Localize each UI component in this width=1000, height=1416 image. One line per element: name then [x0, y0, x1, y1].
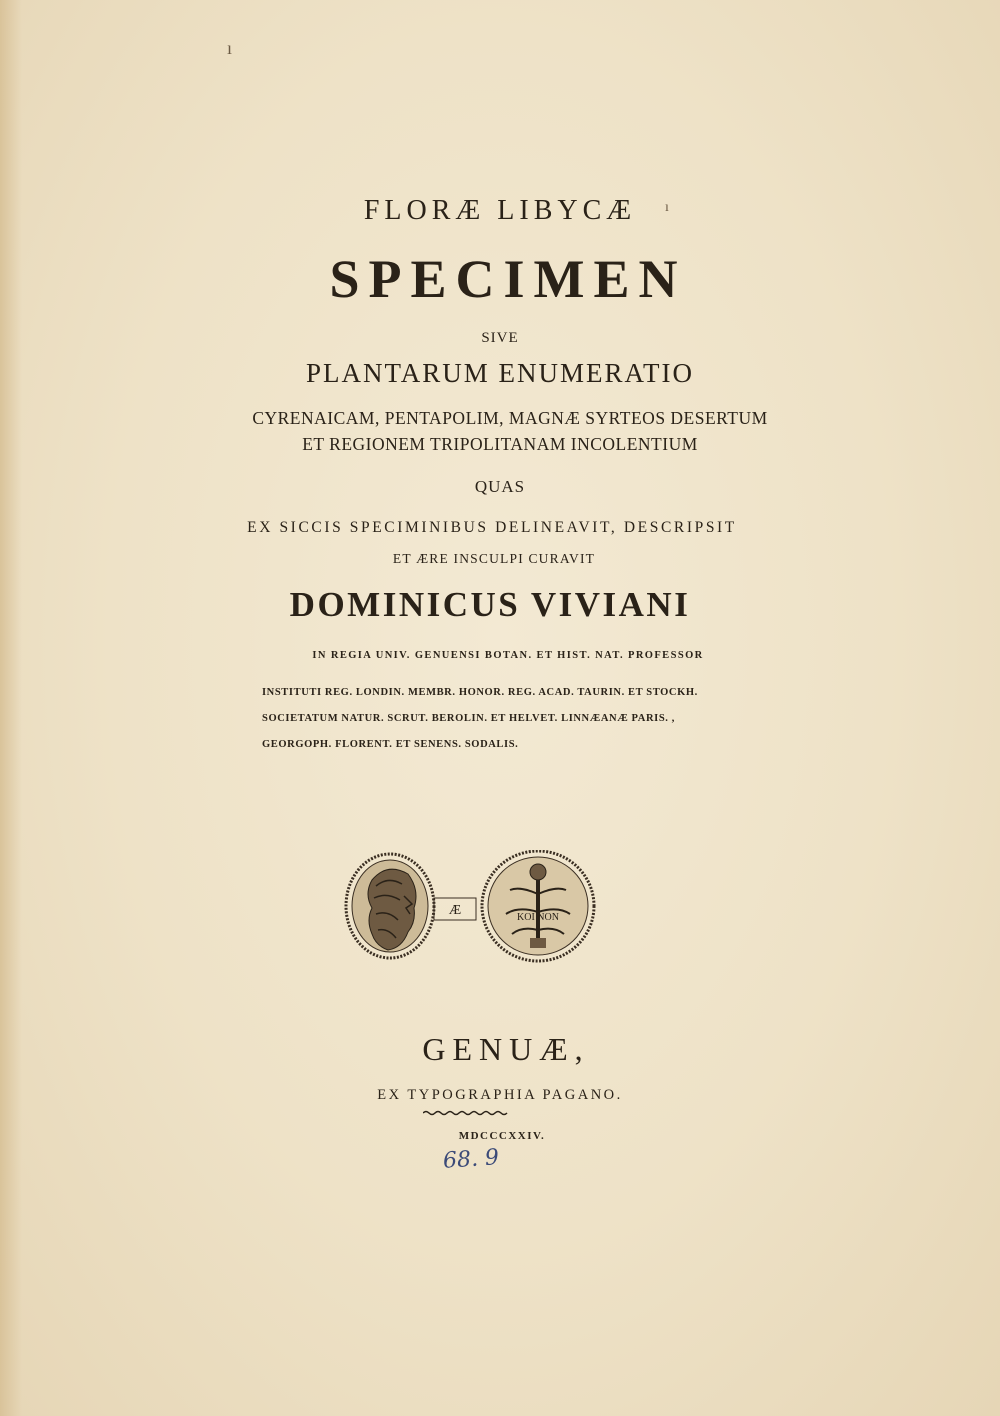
coin-left-head [346, 854, 434, 958]
title-line-flora-libyca: FLORÆ LIBYCÆ [363, 195, 637, 226]
coin-right-silphium [482, 851, 594, 961]
coin-right-label: KOI NON [517, 912, 559, 923]
subtitle-quas: QUAS [474, 477, 526, 496]
subtitle-line-5: ET ÆRE INSCULPI CURAVIT [392, 551, 596, 566]
affiliation-line: SOCIETATUM NATUR. SCRUT. BEROLIN. ET HELVET. LINNÆANÆ PARIS. , [262, 713, 675, 724]
subtitle-line-2: ET REGIONEM TRIPOLITANAM INCOLENTIUM [302, 434, 698, 454]
title-plantarum: PLANTARUM ENUMERATIO [305, 358, 695, 388]
author-name: DOMINICUS VIVIANI [289, 585, 691, 624]
handwritten-shelfmark: 68. 9 [442, 1145, 500, 1174]
imprint-place: GENUÆ, [422, 1031, 590, 1067]
subtitle-line-4: EX SICCIS SPECIMINIBUS DELINEAVIT, DESCRIPSIT [247, 519, 737, 536]
title-specimen: SPECIMEN [329, 249, 687, 309]
affiliation-line: GEORGOPH. FLORENT. ET SENENS. SODALIS. [262, 739, 519, 750]
affiliation-line: INSTITUTI REG. LONDIN. MEMBR. HONOR. REG. ACAD. TAURIN. ET STOCKH. [262, 687, 698, 698]
coin-left-label: Æ [448, 903, 462, 918]
stray-mark: ı [665, 200, 669, 215]
title-sive: SIVE [481, 330, 519, 346]
stray-mark: ı [227, 38, 233, 58]
author-title: IN REGIA UNIV. GENUENSI BOTAN. ET HIST. NAT. PROFESSOR [312, 650, 704, 661]
ornamental-rule [423, 1110, 509, 1116]
imprint-printer: EX TYPOGRAPHIA PAGANO. [377, 1087, 623, 1103]
coins-engraving [342, 850, 602, 965]
imprint-year: MDCCCXXIV. [458, 1130, 546, 1142]
subtitle-line-1: CYRENAICAM, PENTAPOLIM, MAGNÆ SYRTEOS DESERTUM [252, 408, 768, 428]
